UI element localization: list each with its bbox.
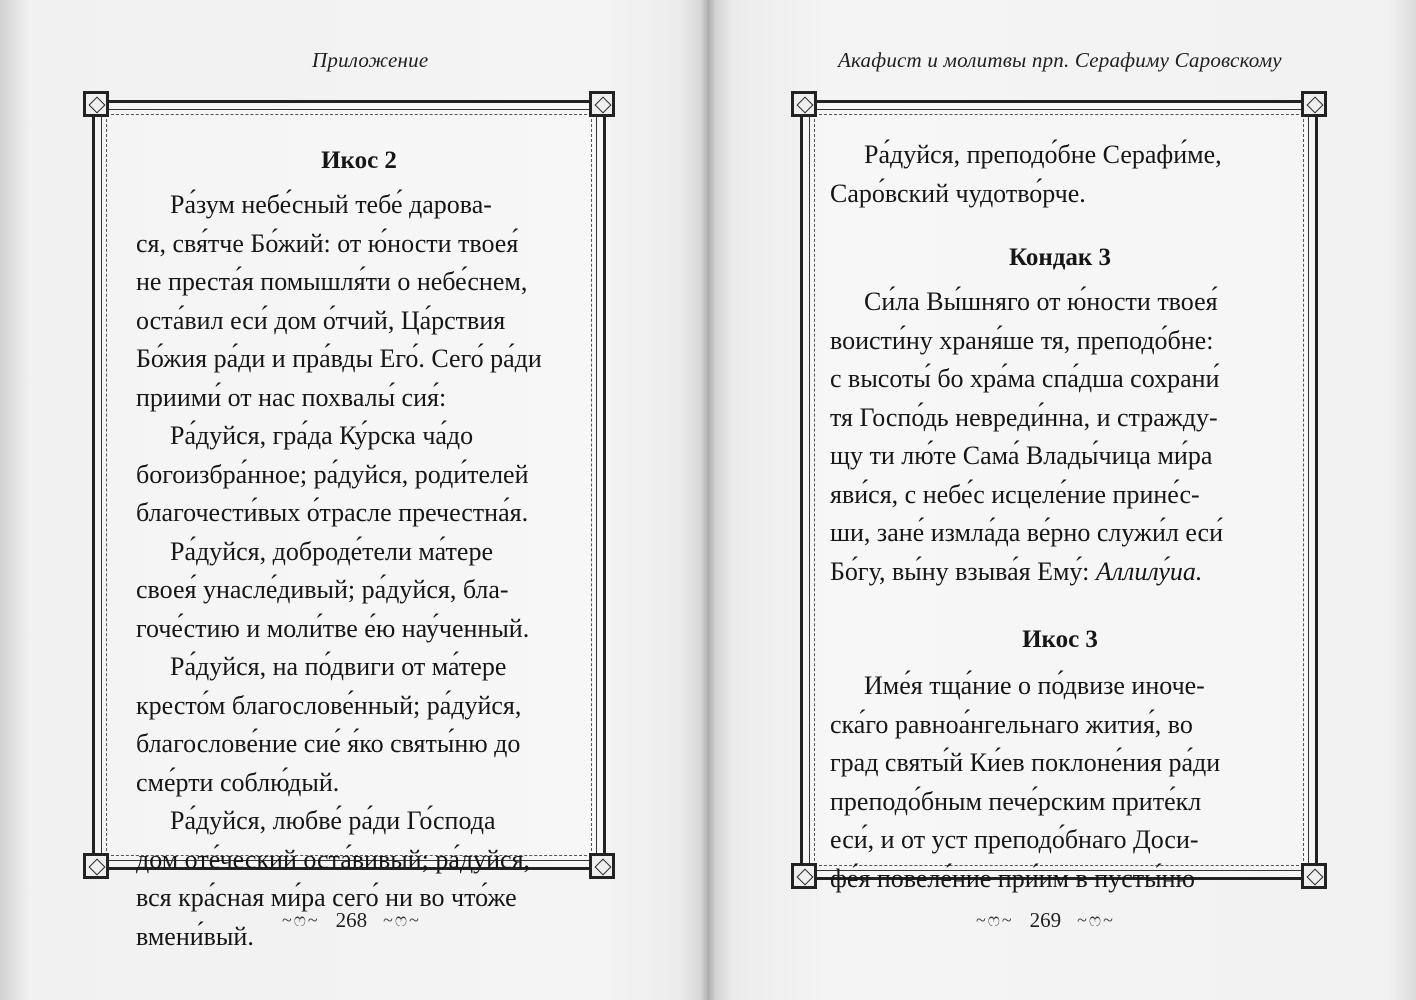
page-number-268: 268 <box>335 908 368 932</box>
text-line: с высоты́ бо хра́ма спа́дша сохрани́ <box>830 364 1220 393</box>
text-line: воисти́ну храня́ше тя, преподо́бне: <box>830 325 1214 355</box>
frame-corner-ornament <box>1301 863 1327 889</box>
text-line: преподо́бным пече́рским прите́кл <box>830 786 1202 816</box>
right-running-head: Акафист и молитвы прп. Серафиму Саровскому <box>838 48 1282 72</box>
frame-corner-ornament <box>83 91 109 117</box>
text-line: Ра́дуйся, преподо́бне Серафи́ме, <box>864 140 1222 169</box>
left-text-block <box>136 142 582 956</box>
text-line: гоче́стию и моли́тве е́ю нау́ченный. <box>136 613 530 643</box>
ikos-2-paragraph <box>136 186 582 417</box>
right-ornament: ~ෆ~ <box>383 910 421 930</box>
rejoice-paragraph-3 <box>136 648 582 802</box>
kondak-3-paragraph <box>830 283 1290 591</box>
text-line: не преста́я помышля́ти о небе́снем, <box>136 267 528 296</box>
frame-corner-ornament <box>589 91 615 117</box>
text-line: Ра́зум небе́сный тебе́ дарова- <box>170 190 492 219</box>
kondak-3-heading: Кондак 3 <box>1008 244 1112 271</box>
page-number-269: 269 <box>1029 908 1062 932</box>
text-line: приими́ от нас похвалы́ сия́: <box>136 382 447 412</box>
text-line: Бо́жия ра́ди и пра́вды Его́. Сего́ ра́ди <box>136 344 542 373</box>
text-line: еси́, и от уст преподо́бнаго Доси- <box>830 825 1199 854</box>
frame-corner-ornament <box>791 91 817 117</box>
right-ornament: ~ෆ~ <box>1077 910 1115 930</box>
text-line: благослове́ние сие́ я́ко святы́ню до <box>136 729 521 758</box>
text-line: Саро́вский чудотво́рче. <box>830 178 1086 208</box>
rejoice-paragraph-1 <box>136 417 582 533</box>
text-line: яви́ся, с небе́с исцеле́ние прине́с- <box>830 479 1200 509</box>
frame-corner-ornament <box>83 853 109 879</box>
text-line: Ра́дуйся, любве́ ра́ди Го́спода <box>170 806 496 835</box>
text-line: дом оте́ческий оста́вивый; ра́дуйся, <box>136 844 531 874</box>
right-page-folio <box>976 908 1115 933</box>
text-line: Бо́гу, вы́ну взыва́я Ему́: <box>830 556 1090 586</box>
text-line: ска́го равноа́нгельнаго жития́, во <box>830 709 1193 739</box>
alleluia-ending: Аллилу́иа. <box>1095 556 1203 586</box>
text-line: благочести́вых о́трасле пречестна́я. <box>136 498 529 527</box>
text-line: ся, свя́тче Бо́жий: от ю́ности твоея́ <box>136 228 519 258</box>
text-line: вся кра́сная ми́ра сего́ ни во что́же <box>136 883 517 912</box>
text-line: кресто́м благослове́нный; ра́дуйся, <box>136 690 522 720</box>
left-ornament: ~ෆ~ <box>282 910 320 930</box>
book-gutter <box>700 0 716 1000</box>
ikos-3-paragraph <box>830 667 1290 898</box>
text-line: щу ти лю́те Сама́ Влады́чица ми́ра <box>830 441 1213 470</box>
text-line: ши, зане́ измла́да ве́рно служи́л еси́ <box>830 518 1223 547</box>
left-running-head: Приложение <box>312 48 429 72</box>
right-page <box>708 0 1416 1000</box>
text-line: своея́ унасле́дивый; ра́дуйся, бла- <box>136 575 509 604</box>
right-text-block <box>830 136 1290 898</box>
text-line: Си́ла Вы́шняго от ю́ности твоея́ <box>864 287 1218 316</box>
text-line: вмени́вый. <box>136 921 254 951</box>
text-line: град святы́й Ки́ев поклоне́ния ра́ди <box>830 748 1221 777</box>
rejoice-paragraph-2 <box>136 533 582 649</box>
ikos-2-heading: Икос 2 <box>321 147 397 174</box>
ikos-3-heading: Икос 3 <box>1022 626 1098 653</box>
text-line: богоизбра́нное; ра́дуйся, роди́телей <box>136 459 529 489</box>
text-line: сме́рти соблю́дый. <box>136 767 340 797</box>
text-line: Ра́дуйся, доброде́тели ма́тере <box>170 536 493 566</box>
frame-corner-ornament <box>791 863 817 889</box>
text-line: тя Госпо́дь невреди́нна, и стражду- <box>830 402 1218 432</box>
frame-corner-ornament <box>1301 91 1327 117</box>
text-line: фе́я повеле́ние при́им в пусты́ню <box>830 863 1195 893</box>
left-ornament: ~ෆ~ <box>976 910 1014 930</box>
text-line: оста́вил еси́ дом о́тчий, Ца́рствия <box>136 305 506 335</box>
text-line: Ра́дуйся, гра́да Ку́рска ча́до <box>170 421 474 450</box>
text-line: Име́я тща́ние о по́двизе иноче- <box>864 671 1205 700</box>
intro-paragraph <box>830 136 1290 213</box>
text-line: Ра́дуйся, на по́двиги от ма́тере <box>170 652 507 681</box>
rejoice-paragraph-4 <box>136 802 582 956</box>
frame-corner-ornament <box>589 853 615 879</box>
